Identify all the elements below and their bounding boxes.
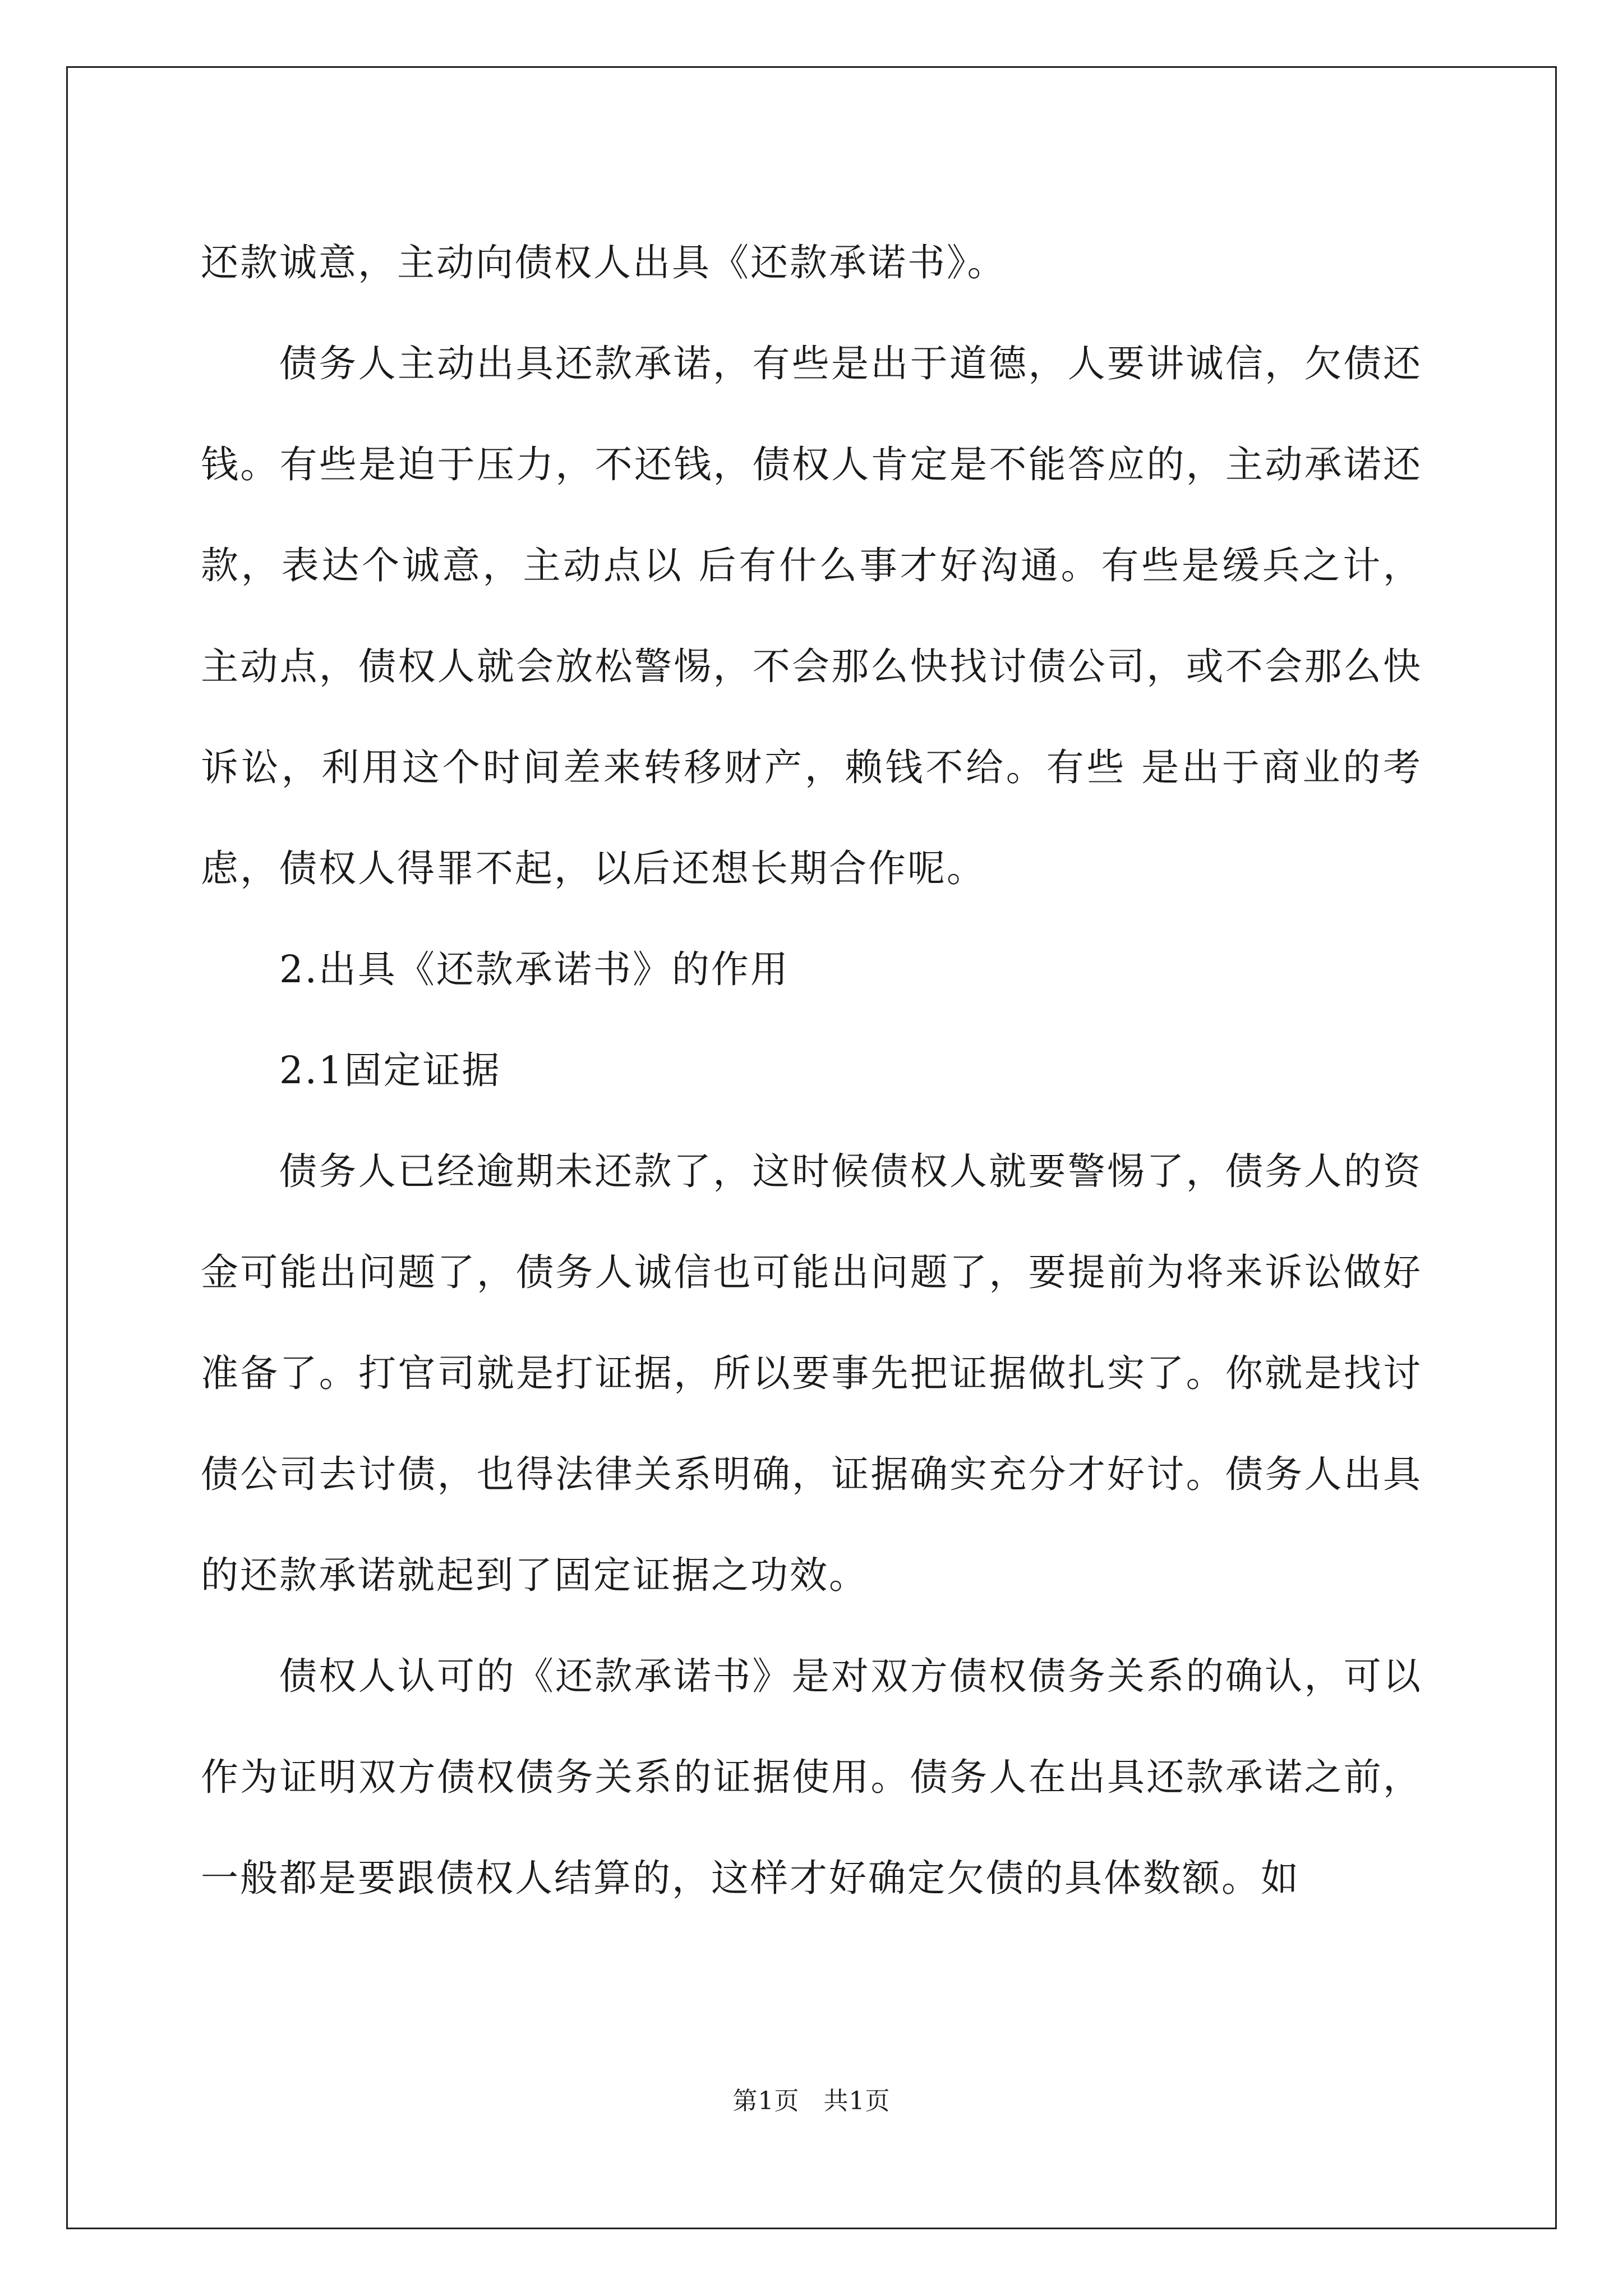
document-body [201, 212, 1422, 1929]
page-total: 共1页 [823, 2087, 891, 2115]
paragraph-1: 还款诚意，主动向债权人出具《还款承诺书》。 [201, 241, 1007, 284]
page-footer [0, 2085, 1623, 2118]
section-heading-2: 2.出具《还款承诺书》的作用 [279, 947, 790, 991]
paragraph-4: 债权人认可的《还款承诺书》是对双方债权债务关系的确认，可以作为证明双方债权债务关系的证据使用。债务人在出具还款承诺之前，一般都是要跟债权人结算的，这样才好确定欠债的具体数额。如 [201, 1654, 1422, 1900]
paragraph-3: 债务人已经逾期未还款了，这时候债权人就要警惕了，债务人的资金可能出问题了，债务人诚信也可能出问题了，要提前为将来诉讼做好准备了。打官司就是打证据，所以要事先把证据做扎实了。你就是找讨债公司去讨债，也得法律关系明确，证据确实充分才好讨。债务人出具的还款承诺就起到了固定证据之功效。 [201, 1149, 1422, 1597]
subsection-heading-2-1: 2.1固定证据 [279, 1048, 501, 1092]
paragraph-2: 债务人主动出具还款承诺，有些是出于道德，人要讲诚信，欠债还钱。有些是迫于压力，不还钱，债权人肯定是不能答应的，主动承诺还款，表达个诚意，主动点以 后有什么事才好沟通。有些是缓兵之计，主动点，债权人就会放松警惕，不会那么快找讨债公司，或不会那么快诉讼，利用这个时间差来转移财产，赖钱不给。有些 是出于商业的考虑，债权人得罪不起，以后还想长期合作呢。 [201, 342, 1422, 890]
page-number: 第1页 [732, 2087, 800, 2115]
